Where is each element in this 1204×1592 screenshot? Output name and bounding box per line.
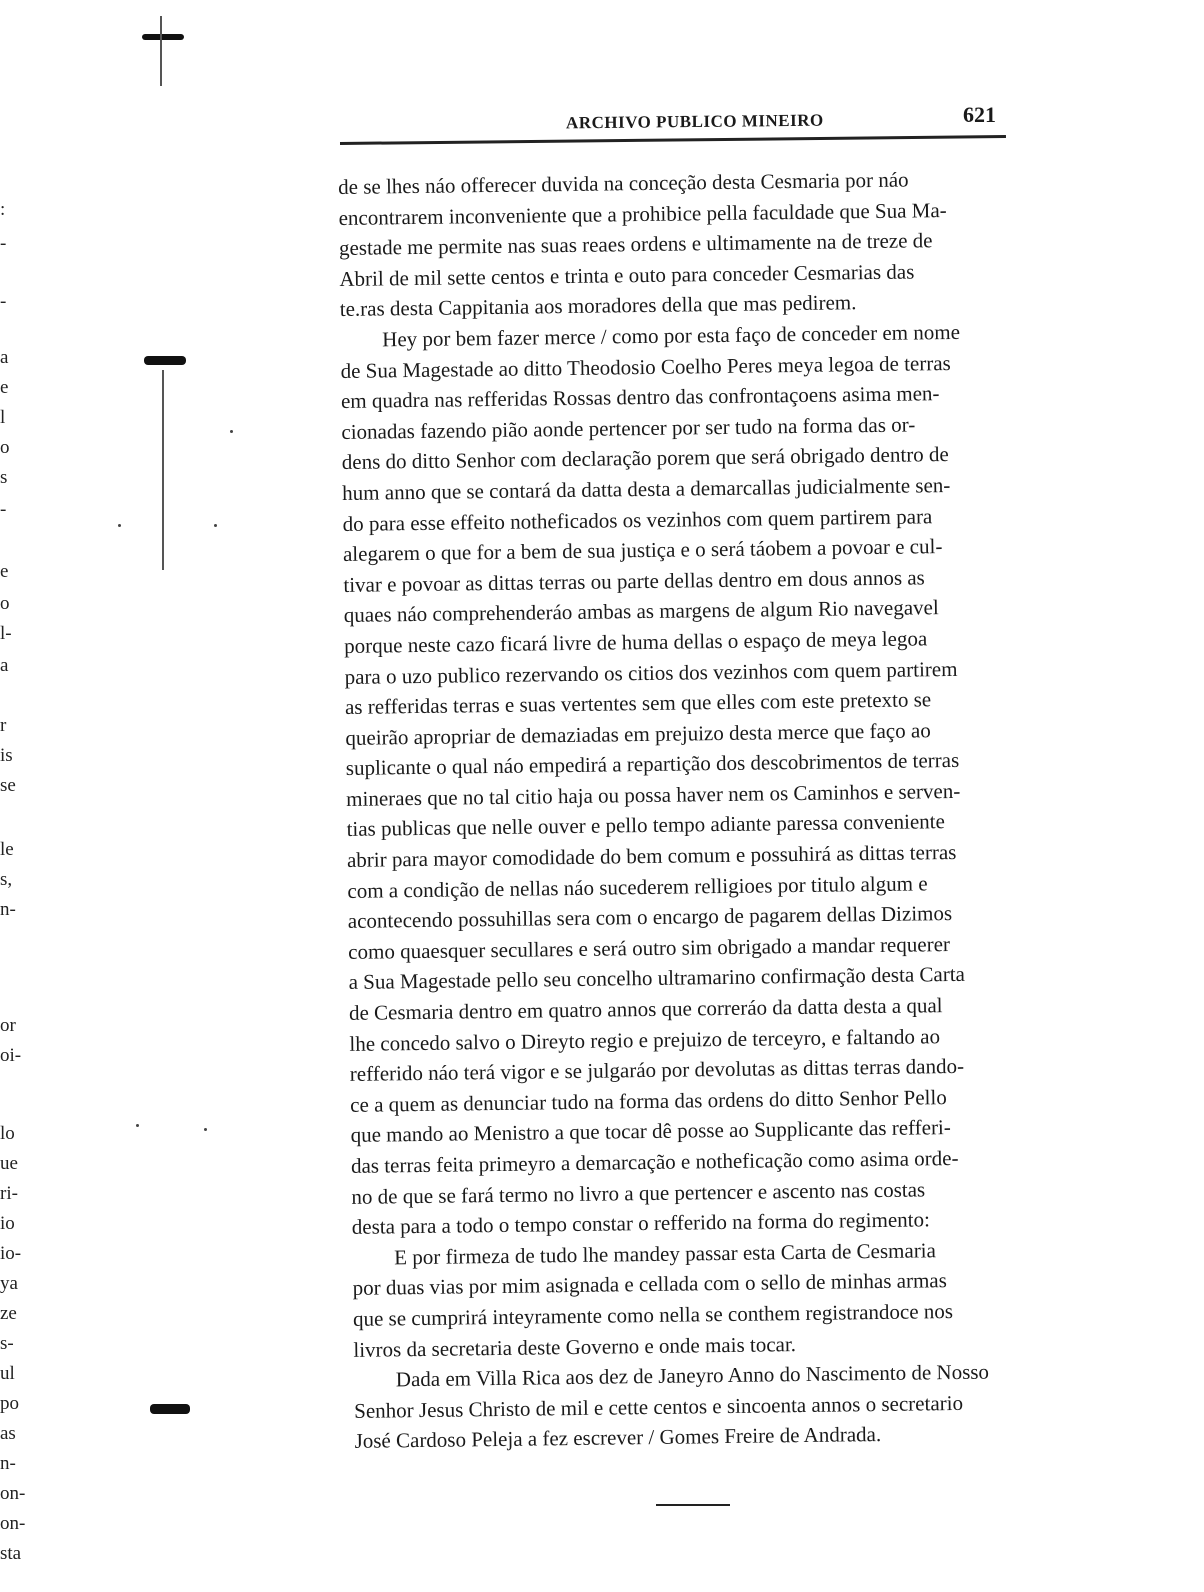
paragraph	[340, 316, 1028, 1243]
text-line: que mando ao Menistro a que tocar dê posse ao Supplicante das refferi-	[350, 1115, 951, 1148]
margin-fragment: ri-	[0, 1183, 18, 1204]
text-line: porque neste cazo ficará livre de huma dellas o espaço de meya legoa	[344, 626, 928, 658]
margin-fragment: o	[0, 437, 10, 458]
text-line: quaes náo comprehenderáo ambas as margens de algum Rio navegavel	[343, 595, 939, 628]
text-line: abrir para mayor comodidade do bem comum e possuhirá as dittas terras	[346, 840, 957, 873]
text-line: te.ras desta Cappitania aos moradores della que mas pedirem.	[339, 290, 857, 322]
margin-fragment: r	[0, 715, 7, 736]
text-line: Senhor Jesus Christo de mil e cette centos e sincoenta annos o secretario	[354, 1390, 964, 1423]
margin-fragment: io-	[0, 1243, 22, 1264]
speck	[118, 524, 121, 527]
header-title: ARCHIVO PUBLICO MINEIRO	[565, 110, 824, 133]
margin-fragment: io	[0, 1213, 15, 1234]
text-line: em quadra nas refferidas Rossas dentro das confrontaçoens asima men-	[340, 381, 940, 414]
margin-fragment: ul	[0, 1363, 15, 1384]
text-line: hum anno que se contará da datta desta a demarcallas judicialmente sen-	[342, 472, 951, 505]
margin-fragment: e	[0, 377, 9, 398]
speck	[230, 430, 233, 433]
margin-fragment: l-	[0, 623, 12, 644]
binding-mark	[144, 356, 186, 365]
speck	[204, 1128, 207, 1131]
margin-fragment: s-	[0, 1333, 14, 1354]
paragraph	[354, 1356, 1031, 1457]
facing-page-fragments	[0, 0, 40, 1592]
text-line: tivar e povoar as dittas terras ou parte dellas dentro em dous annos as	[343, 565, 925, 597]
text-line: do para esse effeito notheficados os vezinhos com quem partirem para	[342, 503, 933, 536]
text-line: cionadas fazendo pião aonde pertencer por ser tudo na forma das or-	[341, 412, 916, 444]
text-line: alegarem o que for a bem de sua justiça e o será táobem a povoar e cul-	[342, 534, 943, 567]
margin-fragment: e	[0, 561, 9, 582]
margin-fragment: on-	[0, 1513, 26, 1534]
text-line: queirão apropriar de demaziadas em prejuizo desta merce que faço ao	[345, 717, 931, 750]
closing-rule	[656, 1504, 730, 1506]
margin-fragment: s	[0, 467, 8, 488]
text-line: suplicante o qual náo empedirá a repartição dos descobrimentos de terras	[345, 748, 960, 781]
text-line: as refferidas terras e suas vertentes sem que elles com este pretexto se	[344, 687, 932, 720]
margin-fragment: -	[0, 499, 7, 520]
page-number: 621	[963, 102, 996, 127]
header-rule	[340, 135, 1006, 145]
margin-fragment: po	[0, 1393, 19, 1414]
text-line: de Sua Magestade ao ditto Theodosio Coelho Peres meya legoa de terras	[340, 350, 951, 383]
text-line: das terras feita primeyro a demarcação e notheficação como asima orde-	[350, 1145, 959, 1178]
text-line: refferido náo terá vigor e se julgaráo por devolutas as dittas terras dando-	[349, 1054, 965, 1087]
binding-mark	[150, 1404, 190, 1414]
text-line: dens do ditto Senhor com declaração porem que será obrigado dentro de	[341, 442, 949, 475]
text-line: Dada em Villa Rica aos dez de Janeyro Anno do Nascimento de Nosso	[395, 1359, 990, 1392]
text-line: José Cardoso Peleja a fez escrever / Gomes Freire de Andrada.	[354, 1422, 882, 1454]
margin-fragment: ya	[0, 1273, 18, 1294]
margin-fragment: o	[0, 593, 10, 614]
text-line: gestade me permite nas suas reaes ordens e ultimamente na de treze de	[338, 228, 933, 261]
margin-fragment: le	[0, 839, 14, 860]
text-line: para o uzo publico rezervando os citios dos vezinhos com quem partirem	[344, 656, 958, 689]
running-header	[340, 96, 1008, 148]
speck	[214, 524, 217, 527]
binding-line	[162, 370, 164, 570]
text-line: de se lhes náo offerecer duvida na conceção desta Cesmaria por náo	[338, 167, 909, 199]
text-line: tias publicas que nelle ouver e pello tempo adiante paressa conveniente	[346, 809, 945, 842]
text-line: no de que se fará termo no livro a que pertencer e ascento nas costas	[351, 1176, 926, 1209]
text-line: de Cesmaria dentro em quatro annos que correráo da datta desta a qual	[348, 993, 943, 1025]
margin-fragment: as	[0, 1423, 16, 1444]
paragraph	[338, 163, 1016, 325]
body-text	[338, 163, 1031, 1457]
margin-fragment: se	[0, 775, 16, 796]
paragraph	[352, 1234, 1030, 1365]
margin-fragment: sta	[0, 1543, 22, 1564]
text-line: desta para a todo o tempo constar o refferido na forma do regimento:	[351, 1207, 930, 1240]
text-line: a Sua Magestade pello seu concelho ultramarino confirmação desta Carta	[348, 962, 966, 995]
margin-fragment: -	[0, 233, 7, 254]
text-line: encontrarem inconveniente que a prohibice pella faculdade que Sua Ma-	[338, 197, 947, 230]
binding-mark	[142, 34, 184, 40]
margin-fragment: n-	[0, 1453, 16, 1474]
margin-fragment: s,	[0, 869, 13, 890]
text-line: com a condição de nellas náo sucederem relligioes por titulo algum e	[347, 871, 928, 903]
text-line: livros da secretaria deste Governo e onde mais tocar.	[353, 1331, 797, 1362]
margin-fragment: :	[0, 199, 6, 220]
margin-fragment: oi-	[0, 1045, 22, 1066]
margin-fragment: on-	[0, 1483, 26, 1504]
margin-fragment: n-	[0, 899, 16, 920]
margin-fragment: or	[0, 1015, 16, 1036]
margin-fragment: a	[0, 347, 9, 368]
text-line: que se cumprirá inteyramente como nella se conthem registrandoce nos	[352, 1299, 954, 1331]
text-line: Abril de mil sette centos e trinta e outo para conceder Cesmarias das	[339, 259, 915, 291]
margin-fragment: ze	[0, 1303, 17, 1324]
text-line: Hey por bem fazer merce / como por esta faço de conceder em nome	[382, 319, 961, 352]
text-line: lhe concedo salvo o Direyto regio e prejuizo de terceyro, e faltando ao	[349, 1023, 941, 1056]
binding-line	[160, 16, 162, 86]
text-line: acontecendo possuhillas sera com o encargo de pagarem dellas Dizimos	[347, 901, 953, 934]
margin-fragment: a	[0, 655, 9, 676]
margin-fragment: ue	[0, 1153, 18, 1174]
text-line: E por firmeza de tudo lhe mandey passar esta Carta de Cesmaria	[394, 1238, 937, 1270]
margin-fragment: is	[0, 745, 13, 766]
margin-fragment: -	[0, 291, 7, 312]
speck	[136, 1124, 139, 1127]
text-line: ce a quem as denunciar tudo na forma das ordens do ditto Senhor Pello	[350, 1084, 947, 1117]
text-line: por duas vias por mim asignada e cellada com o sello de minhas armas	[352, 1268, 947, 1301]
margin-fragment: lo	[0, 1123, 15, 1144]
margin-fragment: l	[0, 407, 6, 428]
text-line: mineraes que no tal citio haja ou possa haver nem os Caminhos e serven-	[346, 778, 961, 811]
text-line: como quaesquer secullares e será outro sim obrigado a mandar requerer	[348, 931, 951, 964]
